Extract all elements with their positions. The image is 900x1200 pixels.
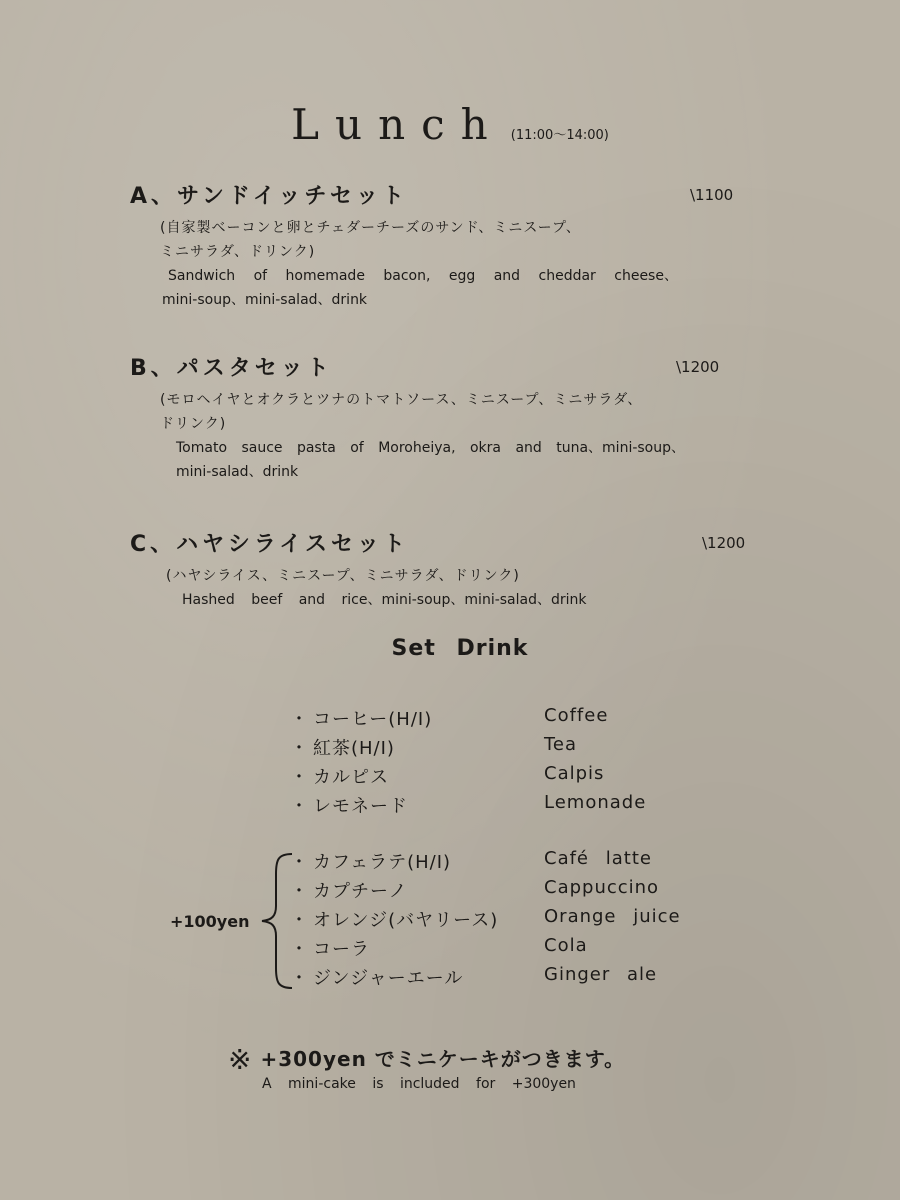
set-a-description-jp: [160, 216, 760, 264]
menu-header: [0, 100, 900, 149]
drink-item: [290, 877, 740, 906]
set-a-en-line: Sandwich of homemade bacon, egg and cheddar cheese、: [168, 268, 678, 284]
bullet: ・: [290, 796, 309, 817]
set-a-description-en: [162, 264, 808, 312]
mini-cake-note-text: +300yen でミニケーキがつきます。: [260, 1047, 626, 1071]
drink-name-jp: ジンジャーエール: [313, 968, 464, 989]
drink-name-jp: 紅茶(H/I): [313, 738, 395, 759]
set-b-jp-line: (モロヘイヤとオクラとツナのトマトソース、ミニスープ、ミニサラダ、: [160, 392, 643, 408]
drink-name-jp: レモネード: [313, 796, 408, 817]
bullet: ・: [290, 767, 309, 788]
bullet: ・: [290, 939, 309, 960]
menu-title: Lunch: [291, 100, 504, 149]
set-b-jp-line: ドリンク): [160, 416, 227, 432]
drink-item: [290, 734, 740, 763]
drink-name-en: Orange juice: [544, 906, 681, 927]
lunch-hours: (11:00〜14:00): [510, 128, 609, 143]
drink-name-jp: カプチーノ: [313, 881, 408, 902]
set-drink-heading: Set Drink: [391, 636, 529, 661]
drink-name-en: Cola: [544, 935, 588, 956]
set-b-en-line: mini-salad、drink: [176, 464, 299, 480]
drink-item: [290, 792, 740, 821]
bullet: ・: [290, 738, 309, 759]
drink-name-en: Ginger ale: [544, 964, 658, 985]
drink-name-jp: コーヒー(H/I): [313, 709, 433, 730]
set-b-title: B、パスタセット: [130, 356, 333, 381]
drink-name-en: Cappuccino: [544, 877, 660, 898]
drink-name-jp: カフェラテ(H/I): [313, 852, 452, 873]
set-b-description-en: [176, 436, 816, 484]
drink-name-jp: オレンジ(バヤリース): [313, 910, 499, 931]
drink-name-en: Lemonade: [544, 792, 647, 813]
drink-name-en: Calpis: [544, 763, 605, 784]
drink-item: [290, 964, 740, 993]
drink-item: [290, 763, 740, 792]
set-c: [130, 530, 810, 612]
drink-item: [290, 906, 740, 935]
set-c-jp-line: (ハヤシライス、ミニスープ、ミニサラダ、ドリンク): [166, 568, 520, 584]
extra-charge-label: +100yen: [170, 912, 250, 931]
set-a-en-line: mini-soup、mini-salad、drink: [162, 292, 368, 308]
drink-item: [290, 935, 740, 964]
set-b-description-jp: [160, 388, 760, 436]
bullet: ・: [290, 709, 309, 730]
bullet: ・: [290, 910, 309, 931]
asterisk-icon: ※: [228, 1043, 253, 1076]
drink-name-jp: コーラ: [313, 939, 370, 960]
set-b-en-line: Tomato sauce pasta of Moroheiya, okra and tuna、mini-soup、: [176, 440, 686, 456]
set-c-title: C、ハヤシライスセット: [130, 532, 410, 557]
mini-cake-note-jp: [228, 1043, 625, 1076]
mini-cake-note-en: A mini-cake is included for +300yen: [262, 1076, 576, 1092]
drink-name-en: Coffee: [544, 705, 609, 726]
set-b-price: \1200: [676, 358, 720, 376]
standard-drink-list: [290, 705, 740, 821]
drink-name-jp: カルピス: [313, 767, 389, 788]
set-a-jp-line: (自家製ベーコンと卵とチェダーチーズのサンド、ミニスープ、: [160, 220, 581, 236]
set-c-en-line: Hashed beef and rice、mini-soup、mini-salad、drink: [182, 592, 587, 608]
drink-item: [290, 848, 740, 877]
bullet: ・: [290, 881, 309, 902]
set-a-jp-line: ミニサラダ、ドリンク): [160, 244, 316, 260]
extra-drink-list: [290, 848, 740, 993]
bullet: ・: [290, 852, 309, 873]
set-c-description-jp: [166, 564, 766, 588]
drink-name-en: Café latte: [544, 848, 652, 869]
brace-icon: [258, 850, 294, 992]
drink-name-en: Tea: [544, 734, 578, 755]
set-c-price: \1200: [702, 534, 746, 552]
set-a-price: \1100: [690, 186, 734, 204]
set-c-description-en: [182, 588, 822, 612]
drink-item: [290, 705, 740, 734]
set-a-title: A、サンドイッチセット: [130, 184, 408, 209]
bullet: ・: [290, 968, 309, 989]
set-b: [130, 354, 810, 484]
set-a: [130, 182, 810, 312]
